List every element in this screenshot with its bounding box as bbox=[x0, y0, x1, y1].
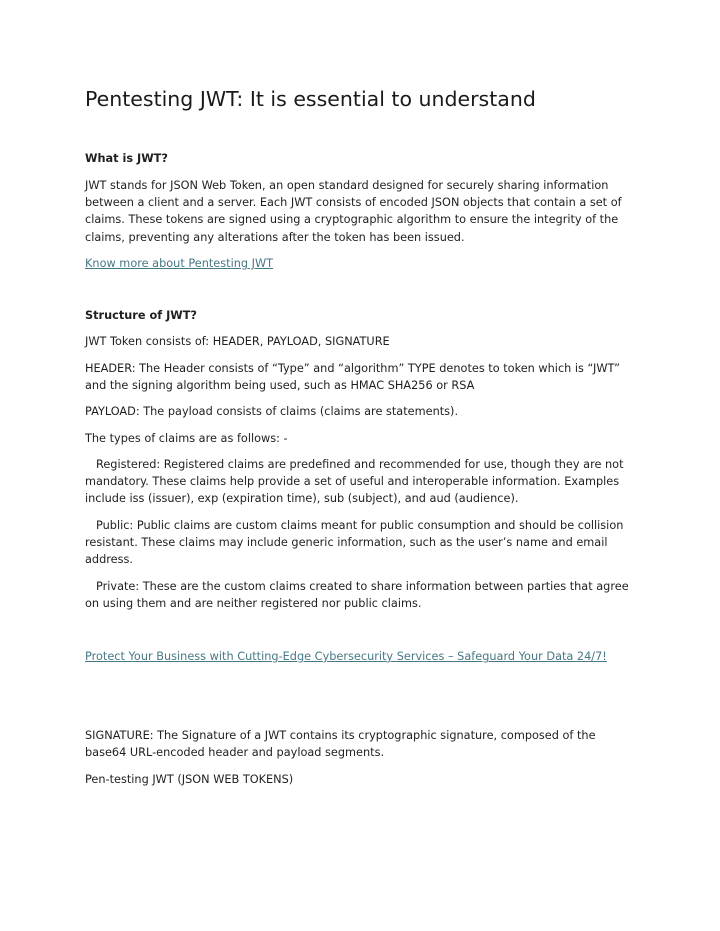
know-more-link[interactable]: Know more about Pentesting JWT bbox=[85, 257, 274, 270]
header-paragraph: HEADER: The Header consists of “Type” and “algorithm” TYPE denotes to token which is “JWT” and the signing algorithm being used, such as HMAC SHA256 or RSA bbox=[85, 362, 621, 393]
what-is-jwt-heading: What is JWT? bbox=[85, 152, 168, 165]
claim-types-intro: The types of claims are as follows: - bbox=[85, 432, 288, 445]
registered-claims-paragraph: Registered: Registered claims are predefined and recommended for use, though they are not mandatory. These claims help provide a set of useful and interoperable information. Examples include iss (issuer), exp (expiration time), sub (subject), and aud (audience). bbox=[85, 458, 624, 506]
pentesting-jwt-line: Pen-testing JWT (JSON WEB TOKENS) bbox=[85, 773, 294, 786]
structure-intro: JWT Token consists of: HEADER, PAYLOAD, SIGNATURE bbox=[85, 335, 390, 348]
document-title: Pentesting JWT: It is essential to understand bbox=[85, 87, 536, 111]
public-claims-paragraph: Public: Public claims are custom claims meant for public consumption and should be collision resistant. These claims may include generic information, such as the user’s name and email address. bbox=[85, 519, 624, 567]
private-claims-paragraph: Private: These are the custom claims created to share information between parties that agree on using them and are neither registered nor public claims. bbox=[85, 580, 629, 611]
what-is-jwt-paragraph: JWT stands for JSON Web Token, an open standard designed for securely sharing information between a client and a server. Each JWT consists of encoded JSON objects that contain a set of claims. These tokens are signed using a cryptographic algorithm to ensure the integrity of the claims, preventing any alterations after the token has been issued. bbox=[85, 179, 622, 244]
payload-paragraph: PAYLOAD: The payload consists of claims (claims are statements). bbox=[85, 405, 459, 418]
structure-heading: Structure of JWT? bbox=[85, 309, 197, 322]
signature-paragraph: SIGNATURE: The Signature of a JWT contains its cryptographic signature, composed of the base64 URL-encoded header and payload segments. bbox=[85, 729, 596, 760]
protect-business-link[interactable]: Protect Your Business with Cutting-Edge Cybersecurity Services – Safeguard Your Data 24/7! bbox=[85, 650, 607, 663]
